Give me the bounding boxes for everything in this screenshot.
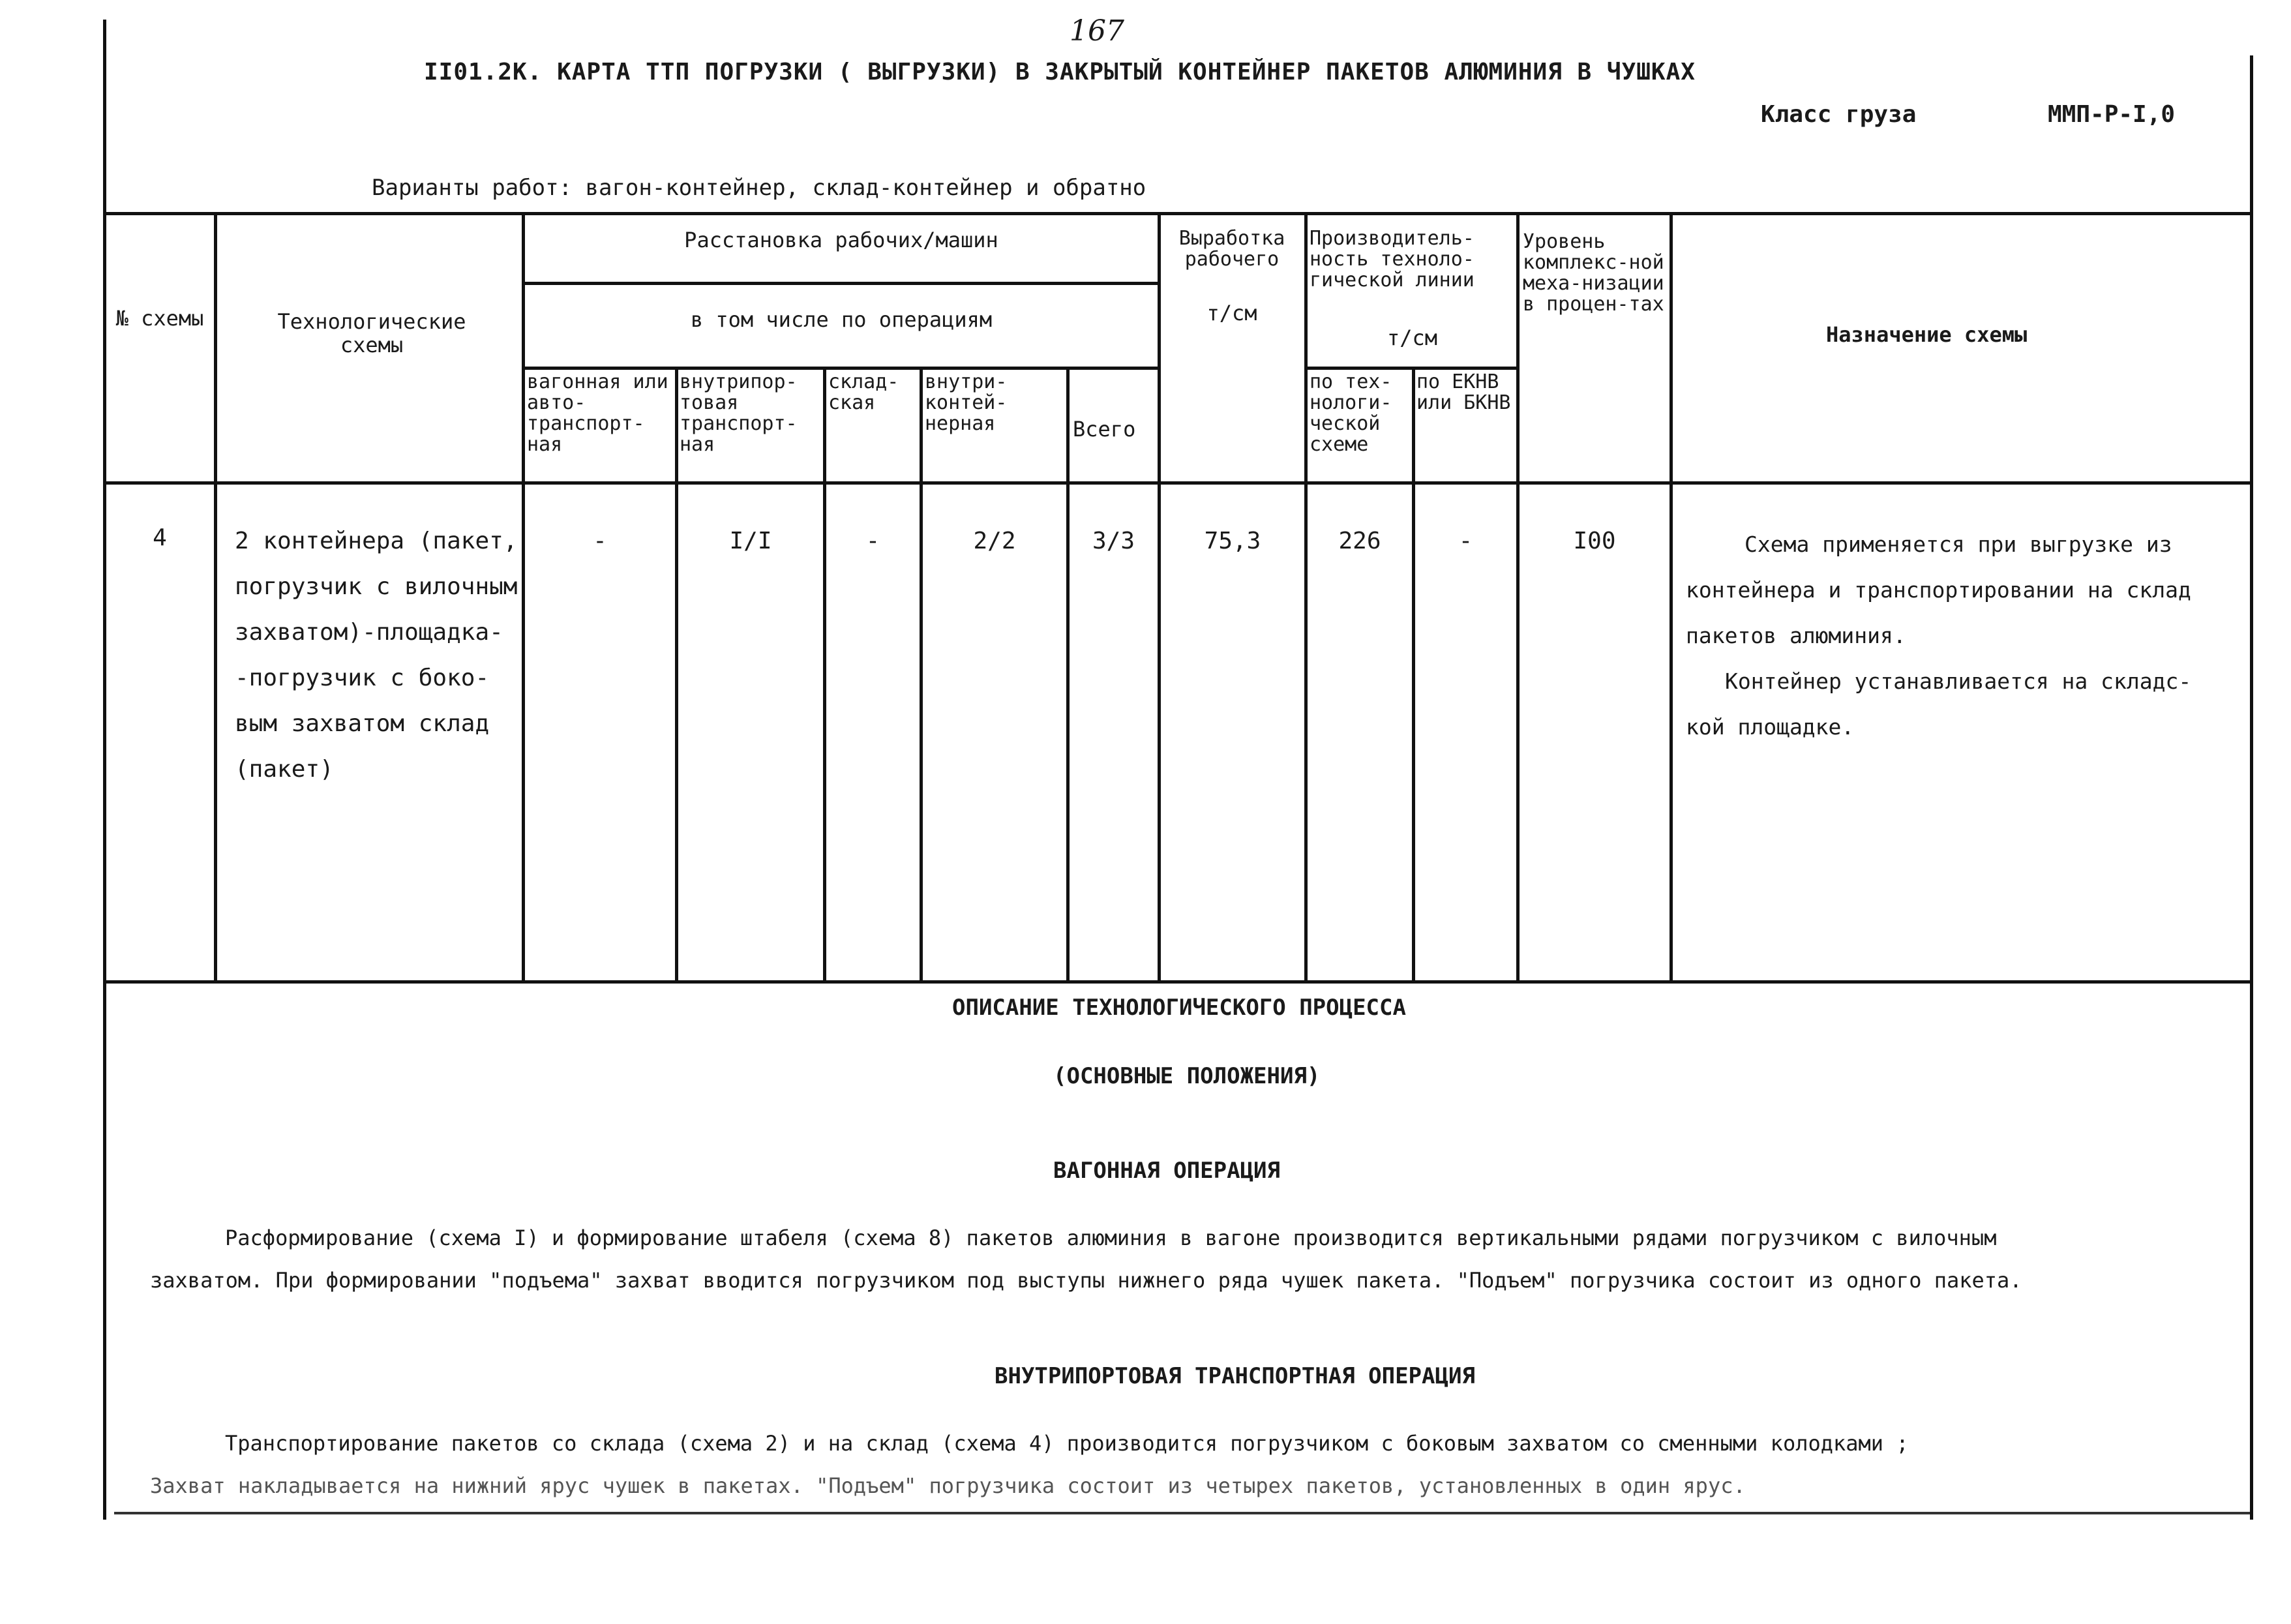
table-line-placement <box>522 282 1158 285</box>
col-divider-8 <box>1304 212 1308 982</box>
table-bottom-border <box>103 980 2253 984</box>
col-divider-6 <box>1066 367 1070 982</box>
page-number: 167 <box>1070 14 1124 48</box>
header-tech-schemes: Технологические схемы <box>277 309 466 357</box>
header-prod-by-norm: по ЕКНВ или БКНВ <box>1416 370 1511 414</box>
purpose-line: кой площадке. <box>1686 714 1855 740</box>
header-op-incontainer: внутри-контей-нерная <box>925 370 1008 435</box>
cargo-class-value: ММП-Р-I,0 <box>2048 101 2176 128</box>
header-mechanization: Уровень комплекс-ной меха-низации в процен-тах <box>1523 230 1664 316</box>
purpose-line: контейнера и транспортировании на склад <box>1686 577 2191 603</box>
page-title: II01.2К. КАРТА ТТП ПОГРУЗКИ ( ВЫГРУЗКИ) В ЗАКРЫТЫЙ КОНТЕЙНЕР ПАКЕТОВ АЛЮМИНИЯ В ЧУШКАХ <box>424 59 1696 85</box>
table-top-border <box>103 212 2253 215</box>
col-divider-2 <box>522 212 525 982</box>
row-op-total: 3/3 <box>1092 528 1135 554</box>
page-bottom-line <box>114 1512 2250 1514</box>
col-divider-11 <box>1670 212 1673 982</box>
row-mechanization: I00 <box>1573 528 1616 554</box>
frame-left-border <box>103 20 106 1520</box>
wagon-paragraph-line-2: захватом. При формировании "подъема" захват вводится погрузчиком под выступы нижнего ряда чушек пакета. "Подъем" погрузчика состоит из одного пакета. <box>150 1268 2022 1293</box>
description-subheading: (ОСНОВНЫЕ ПОЛОЖЕНИЯ) <box>1053 1063 1321 1089</box>
row-prod-by-scheme: 226 <box>1338 528 1381 554</box>
inport-operation-heading: ВНУТРИПОРТОВАЯ ТРАНСПОРТНАЯ ОПЕРАЦИЯ <box>995 1363 1475 1389</box>
header-op-total: Всего <box>1073 417 1136 442</box>
row-op-incontainer: 2/2 <box>973 528 1016 554</box>
header-scheme-no: № схемы <box>115 306 204 331</box>
header-by-operations: в том числе по операциям <box>690 307 993 332</box>
row-purpose <box>1686 522 2247 750</box>
header-placement: Расстановка рабочих/машин <box>684 228 998 252</box>
tech-scheme-line: 2 контейнера (пакет, <box>235 528 518 554</box>
wagon-operation-heading: ВАГОННАЯ ОПЕРАЦИЯ <box>1053 1158 1280 1184</box>
description-heading: ОПИСАНИЕ ТЕХНОЛОГИЧЕСКОГО ПРОЦЕССА <box>952 995 1406 1021</box>
tech-scheme-line: погрузчик с вилочным <box>235 573 518 600</box>
work-variants: Варианты работ: вагон-контейнер, склад-контейнер и обратно <box>372 175 1146 201</box>
cargo-class-label: Класс груза <box>1761 101 1917 128</box>
col-divider-9 <box>1412 367 1415 982</box>
col-divider-1 <box>214 212 217 982</box>
col-divider-3 <box>675 367 678 982</box>
header-productivity-unit: т/см <box>1386 325 1438 350</box>
row-op-wagon: - <box>593 528 607 554</box>
tech-scheme-line: -погрузчик с боко- <box>235 665 490 691</box>
wagon-paragraph-line-1: Расформирование (схема I) и формирование штабеля (схема 8) пакетов алюминия в вагоне производится вертикальными рядами погрузчиком с вилочным <box>225 1226 1997 1250</box>
table-line-productivity <box>1304 367 1516 370</box>
header-purpose: Назначение схемы <box>1826 322 2028 347</box>
inport-paragraph-line-1: Транспортирование пакетов со склада (схема 2) и на склад (схема 4) производится погрузчиком с боковым захватом со сменными колодками ; <box>225 1431 1909 1456</box>
row-tech-scheme <box>235 519 522 792</box>
col-divider-7 <box>1158 212 1161 982</box>
header-op-wagon: вагонная или авто-транспорт-ная <box>527 370 668 456</box>
tech-scheme-line: (пакет) <box>235 756 334 783</box>
header-productivity: Производитель-ность техноло-гической линии <box>1310 227 1475 292</box>
col-divider-5 <box>920 367 923 982</box>
header-op-inport: внутрипор-товая транспорт-ная <box>680 370 798 456</box>
header-output-unit: т/см <box>1206 301 1257 325</box>
col-divider-4 <box>823 367 826 982</box>
inport-paragraph-line-2: Захват накладывается на нижний ярус чушек в пакетах. "Подъем" погрузчика состоит из четырех пакетов, установленных в один ярус. <box>150 1473 1746 1498</box>
row-op-inport: I/I <box>729 528 772 554</box>
row-op-warehouse: - <box>865 528 880 554</box>
purpose-line: Схема применяется при выгрузке из <box>1744 532 2172 557</box>
table-header-bottom <box>103 481 2253 485</box>
tech-scheme-line: вым захватом склад <box>235 710 490 737</box>
tech-scheme-line: захватом)-площадка- <box>235 619 503 646</box>
col-divider-10 <box>1516 212 1520 982</box>
purpose-line: Контейнер устанавливается на складс- <box>1725 669 2192 694</box>
header-op-warehouse: склад-ская <box>828 370 899 414</box>
table-line-operations <box>522 367 1158 370</box>
purpose-line: пакетов алюминия. <box>1686 623 1906 648</box>
row-prod-by-norm: - <box>1458 528 1473 554</box>
row-output-worker: 75,3 <box>1204 528 1261 554</box>
header-output-worker: Выработка рабочего <box>1178 227 1285 271</box>
header-prod-by-scheme: по тех-нологи-ческой схеме <box>1310 370 1392 456</box>
row-scheme-no: 4 <box>153 524 167 551</box>
frame-right-border <box>2250 55 2253 1520</box>
